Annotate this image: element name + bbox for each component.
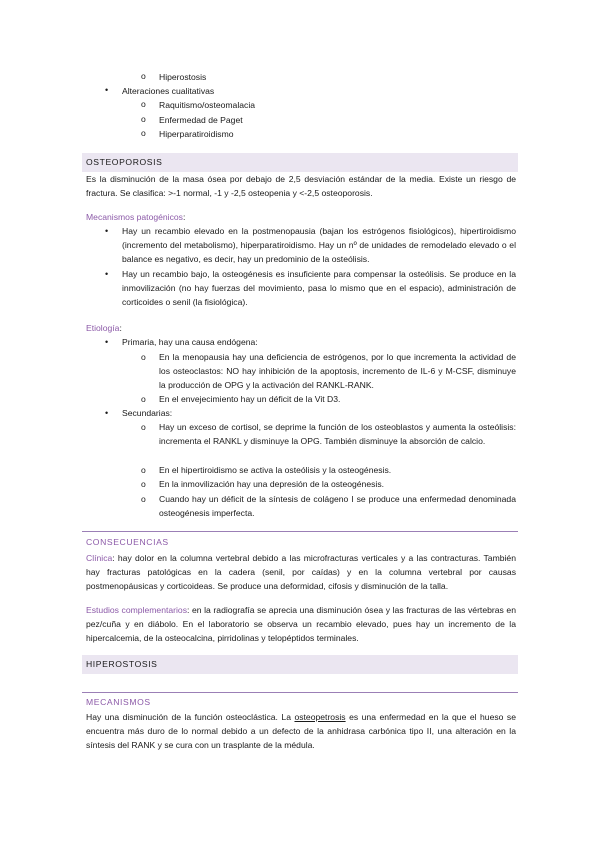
list-item: Secundarias: — [122, 408, 173, 418]
bullet-icon: • — [105, 269, 109, 279]
paragraph-text: Hay una disminución de la función osteoclástica. La — [86, 712, 295, 722]
circle-bullet-icon: o — [141, 479, 146, 489]
circle-bullet-icon: o — [141, 465, 146, 475]
list-item: Raquitismo/osteomalacia — [159, 100, 256, 110]
section-heading: MECANISMOS — [86, 697, 151, 707]
paragraph-estudios — [86, 603, 516, 646]
section-divider — [82, 531, 518, 532]
circle-bullet-icon: o — [141, 494, 146, 504]
section-heading: CONSECUENCIAS — [86, 537, 169, 547]
subheading-etiologia — [86, 322, 122, 334]
paragraph-clinica — [86, 551, 516, 594]
inline-label: Clínica — [86, 553, 113, 563]
list-item: Cuando hay un déficit de la síntesis de colágeno I se produce una enfermedad denominada osteogénesis imperfecta. — [159, 494, 516, 519]
underlined-term: osteopetrosis — [294, 712, 346, 722]
list-item: En la menopausia hay una deficiencia de estrógenos, por lo que incrementa la actividad de los osteoclastos: NO hay inhibición de la apoptosis, incremento de IL-6 y M-CSF, disminuye la producción de OPG y la activación del RANKL-RANK. — [159, 352, 516, 391]
section-heading-band — [82, 153, 518, 172]
paragraph: Es la disminución de la masa ósea por debajo de 2,5 desviación estándar de la media. Existe un riesgo de fractura. Se clasifica: >-1 normal, -1 y -2,5 osteopenia y <-2,5 osteoporosis. — [86, 174, 516, 199]
list-item: Primaria, hay una causa endógena: — [122, 337, 258, 347]
section-divider — [82, 692, 518, 693]
subheading-colon: : — [182, 212, 186, 222]
section-heading: HIPEROSTOSIS — [86, 659, 158, 669]
bullet-icon: • — [105, 337, 109, 347]
section-heading: OSTEOPOROSIS — [86, 157, 163, 167]
paragraph-text: es una enfermedad en la que el hueso se encuentra más duro de lo normal debido a un defecto de la anhidrasa carbónica tipo II, una alteración en la síntesis del RANK y se cura con un trasplante de la médula. — [86, 712, 516, 751]
subheading-mecanismos — [86, 211, 185, 223]
list-item: Hiperparatiroidismo — [159, 129, 234, 139]
list-item: Hiperostosis — [159, 72, 207, 82]
list-item: Hay un recambio bajo, la osteogénesis es insuficiente para compensar la osteólisis. Se produce en la inmovilización (no hay fuerzas del movimiento, pasa lo mismo que en el espacio), administración de corticoides o senil (la fisiológica). — [122, 269, 516, 308]
subheading-colon: : — [119, 323, 122, 333]
list-item: En el hipertiroidismo se activa la osteólisis y la osteogénesis. — [159, 465, 392, 475]
bullet-icon: • — [105, 85, 109, 95]
paragraph-text: : hay dolor en la columna vertebral debido a las microfracturas verticales y a las contracturas. También hay fracturas patológicas en la cadera (senil, por caídas) y en la columna vertebral por causas postmenopáusicas y corticoideas. Se produce una deformidad, cifosis y disminución de la talla. — [86, 553, 516, 592]
subheading-label: Etiología — [86, 323, 120, 333]
circle-bullet-icon: o — [141, 128, 146, 138]
circle-bullet-icon: o — [141, 352, 146, 362]
list-item: En el envejecimiento hay un déficit de la Vit D3. — [159, 394, 341, 404]
bullet-icon: • — [105, 226, 109, 236]
circle-bullet-icon: o — [141, 422, 146, 432]
section-heading-band — [82, 655, 518, 674]
circle-bullet-icon: o — [141, 99, 146, 109]
subheading-label: Mecanismos patogénicos — [86, 212, 183, 222]
paragraph-hiperostosis — [86, 710, 516, 753]
circle-bullet-icon: o — [141, 71, 146, 81]
inline-label: Estudios complementarios — [86, 605, 187, 615]
circle-bullet-icon: o — [141, 114, 146, 124]
circle-bullet-icon: o — [141, 394, 146, 404]
paragraph-text: : en la radiografía se aprecia una disminución ósea y las fracturas de las vértebras en pez/cuña y en diábolo. En el laboratorio se observa un recambio elevado, pues hay un incremento de la hipercalcemia, de la osteocalcina, pirridolinas y telopéptidos terminales. — [86, 605, 516, 644]
list-item: Hay un recambio elevado en la postmenopausia (bajan los estrógenos fisiológicos), hipertiroidismo (incremento del metabolismo), hiperparatiroidismo. Hay un nº de unidades de remodelado elevado o el balance es negativo, es decir, hay un predominio de la osteólisis. — [122, 226, 516, 265]
list-item: Enfermedad de Paget — [159, 115, 243, 125]
list-item: En la inmovilización hay una depresión de la osteogénesis. — [159, 479, 385, 489]
list-item: Hay un exceso de cortisol, se deprime la función de los osteoblastos y aumenta la osteólisis: incrementa el RANKL y disminuye la OPG. También disminuye la absorción de calcio. — [159, 422, 516, 447]
list-item: Alteraciones cualitativas — [122, 86, 215, 96]
bullet-icon: • — [105, 408, 109, 418]
